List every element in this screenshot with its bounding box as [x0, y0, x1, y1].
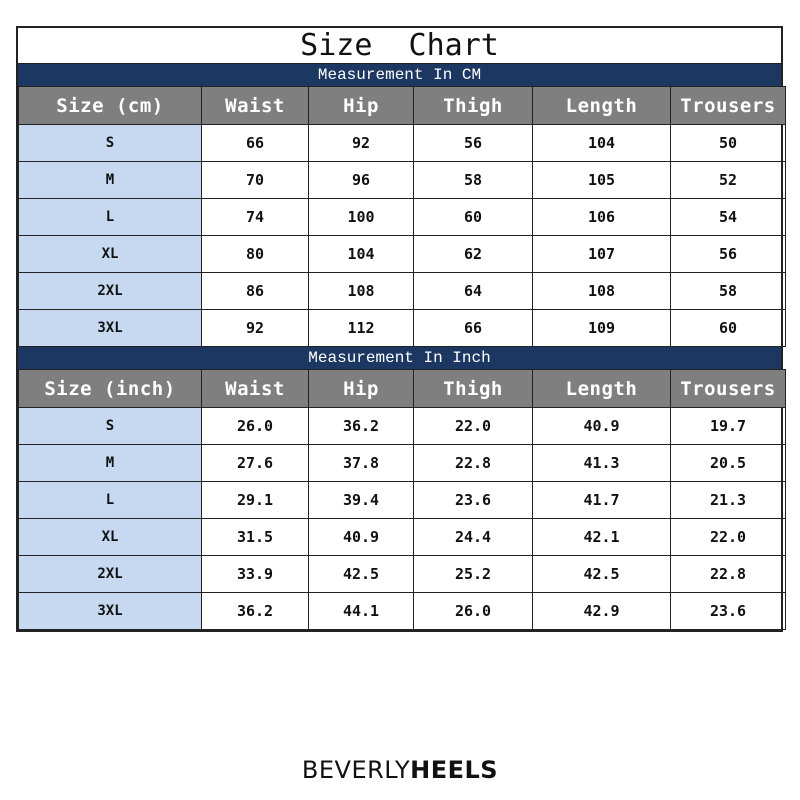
size-cell: L	[19, 482, 202, 519]
table-cell: 24.4	[414, 519, 533, 556]
table-header-row	[19, 370, 786, 408]
table-cell: 86	[202, 273, 309, 310]
column-header: Thigh	[414, 370, 533, 408]
table-cell: 106	[533, 199, 671, 236]
table-cell: 96	[309, 162, 414, 199]
table-cell: 64	[414, 273, 533, 310]
size-cell: M	[19, 445, 202, 482]
size-cell: 3XL	[19, 310, 202, 347]
table-row	[19, 162, 786, 199]
table-cell: 92	[202, 310, 309, 347]
column-header: Waist	[202, 87, 309, 125]
column-header: Trousers	[671, 87, 786, 125]
table-cell: 60	[414, 199, 533, 236]
table-cell: 100	[309, 199, 414, 236]
table-cell: 56	[671, 236, 786, 273]
table-cell: 108	[533, 273, 671, 310]
table-cell: 22.8	[414, 445, 533, 482]
table-cell: 42.1	[533, 519, 671, 556]
table-cell: 104	[533, 125, 671, 162]
size-cell: S	[19, 408, 202, 445]
table-cell: 22.8	[671, 556, 786, 593]
table-cell: 105	[533, 162, 671, 199]
table-cell: 37.8	[309, 445, 414, 482]
table-cell: 80	[202, 236, 309, 273]
brand-logo-bold: HEELS	[410, 756, 499, 784]
table-cell: 25.2	[414, 556, 533, 593]
chart-title: Size Chart	[18, 28, 781, 64]
table-cell: 54	[671, 199, 786, 236]
table-cell: 107	[533, 236, 671, 273]
size-cell: XL	[19, 519, 202, 556]
column-header: Length	[533, 370, 671, 408]
table-cell: 39.4	[309, 482, 414, 519]
table-cell: 44.1	[309, 593, 414, 630]
size-cell: 2XL	[19, 556, 202, 593]
table-row	[19, 273, 786, 310]
column-header: Hip	[309, 370, 414, 408]
table-cell: 58	[671, 273, 786, 310]
column-header: Length	[533, 87, 671, 125]
size-cell: M	[19, 162, 202, 199]
table-cell: 108	[309, 273, 414, 310]
size-cell: S	[19, 125, 202, 162]
section-heading-cm: Measurement In CM	[18, 64, 781, 86]
table-cell: 33.9	[202, 556, 309, 593]
table-cell: 23.6	[414, 482, 533, 519]
table-cell: 21.3	[671, 482, 786, 519]
brand-logo-light: BEVERLY	[301, 756, 411, 784]
table-cell: 23.6	[671, 593, 786, 630]
size-cell: 3XL	[19, 593, 202, 630]
table-header-row	[19, 87, 786, 125]
table-cell: 19.7	[671, 408, 786, 445]
table-cell: 104	[309, 236, 414, 273]
size-cell: 2XL	[19, 273, 202, 310]
table-cell: 36.2	[202, 593, 309, 630]
size-cell: L	[19, 199, 202, 236]
table-row	[19, 310, 786, 347]
table-cell: 56	[414, 125, 533, 162]
table-row	[19, 408, 786, 445]
table-cell: 22.0	[414, 408, 533, 445]
size-cell: XL	[19, 236, 202, 273]
table-row	[19, 519, 786, 556]
size-chart	[16, 26, 783, 632]
column-header: Trousers	[671, 370, 786, 408]
table-cell: 27.6	[202, 445, 309, 482]
table-cell: 74	[202, 199, 309, 236]
table-cell: 60	[671, 310, 786, 347]
table-cell: 31.5	[202, 519, 309, 556]
table-cell: 42.5	[309, 556, 414, 593]
table-cell: 40.9	[533, 408, 671, 445]
table-cell: 41.3	[533, 445, 671, 482]
table-cell: 109	[533, 310, 671, 347]
table-cell: 66	[202, 125, 309, 162]
column-header: Size (inch)	[19, 370, 202, 408]
table-cell: 29.1	[202, 482, 309, 519]
table-row	[19, 199, 786, 236]
column-header: Hip	[309, 87, 414, 125]
table-cell: 26.0	[414, 593, 533, 630]
table-cell: 66	[414, 310, 533, 347]
table-cell: 62	[414, 236, 533, 273]
table-cell: 42.9	[533, 593, 671, 630]
table-cell: 42.5	[533, 556, 671, 593]
table-cell: 70	[202, 162, 309, 199]
table-row	[19, 482, 786, 519]
brand-logo	[0, 756, 800, 784]
size-table-cm	[18, 86, 786, 347]
table-cell: 36.2	[309, 408, 414, 445]
table-cell: 40.9	[309, 519, 414, 556]
table-cell: 112	[309, 310, 414, 347]
table-row	[19, 593, 786, 630]
table-row	[19, 125, 786, 162]
table-row	[19, 236, 786, 273]
column-header: Waist	[202, 370, 309, 408]
section-heading-inch: Measurement In Inch	[18, 347, 781, 369]
table-cell: 20.5	[671, 445, 786, 482]
table-cell: 52	[671, 162, 786, 199]
column-header: Size (cm)	[19, 87, 202, 125]
column-header: Thigh	[414, 87, 533, 125]
table-cell: 50	[671, 125, 786, 162]
table-cell: 26.0	[202, 408, 309, 445]
table-row	[19, 556, 786, 593]
table-cell: 58	[414, 162, 533, 199]
table-cell: 41.7	[533, 482, 671, 519]
table-cell: 22.0	[671, 519, 786, 556]
size-table-inch	[18, 369, 786, 630]
table-row	[19, 445, 786, 482]
table-cell: 92	[309, 125, 414, 162]
